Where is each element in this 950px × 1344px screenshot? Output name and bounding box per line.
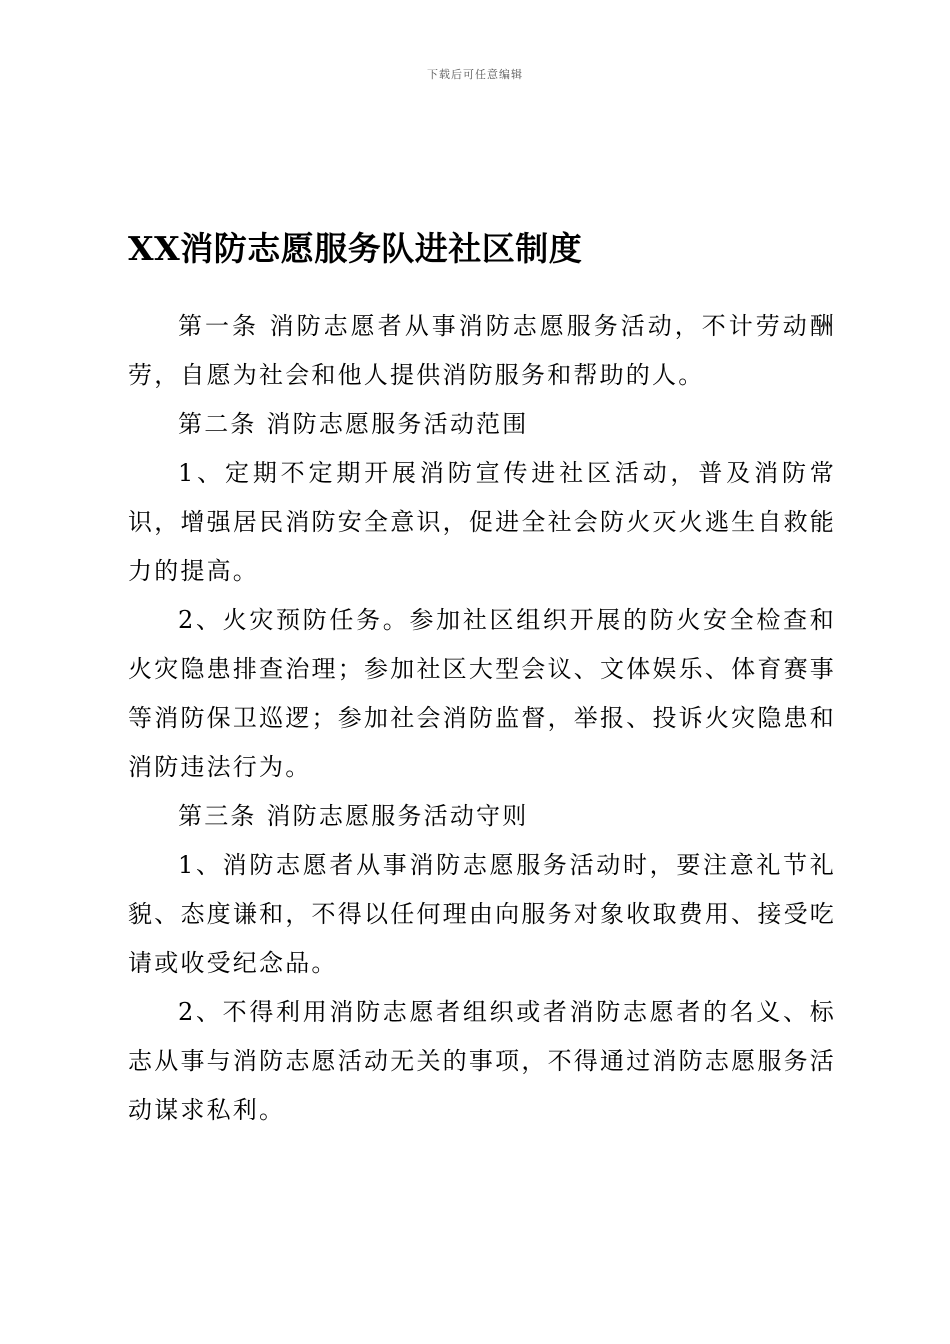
article-2-item-1: 1、定期不定期开展消防宣传进社区活动，普及消防常识，增强居民消防安全意识，促进全社会防火灭火逃生自救能力的提高。 xyxy=(128,459,836,585)
document-body xyxy=(128,302,836,1135)
header-note: 下载后可任意编辑 xyxy=(427,68,523,81)
article-2-item-2: 2、火灾预防任务。参加社区组织开展的防火安全检查和火灾隐患排查治理；参加社区大型会议、文体娱乐、体育赛事等消防保卫巡逻；参加社会消防监督，举报、投诉火灾隐患和消防违法行为。 xyxy=(128,606,836,781)
article-2-heading: 第二条 消防志愿服务活动范围 xyxy=(178,410,529,438)
document-title: XX消防志愿服务队进社区制度 xyxy=(128,229,583,268)
article-3-item-2: 2、不得利用消防志愿者组织或者消防志愿者的名义、标志从事与消防志愿活动无关的事项，不得通过消防志愿服务活动谋求私利。 xyxy=(128,998,836,1124)
article-3-item-1: 1、消防志愿者从事消防志愿服务活动时，要注意礼节礼貌、态度谦和，不得以任何理由向服务对象收取费用、接受吃请或收受纪念品。 xyxy=(128,851,836,977)
article-1-paragraph: 第一条 消防志愿者从事消防志愿服务活动，不计劳动酬劳，自愿为社会和他人提供消防服务和帮助的人。 xyxy=(128,312,836,389)
article-3-heading: 第三条 消防志愿服务活动守则 xyxy=(178,802,529,830)
